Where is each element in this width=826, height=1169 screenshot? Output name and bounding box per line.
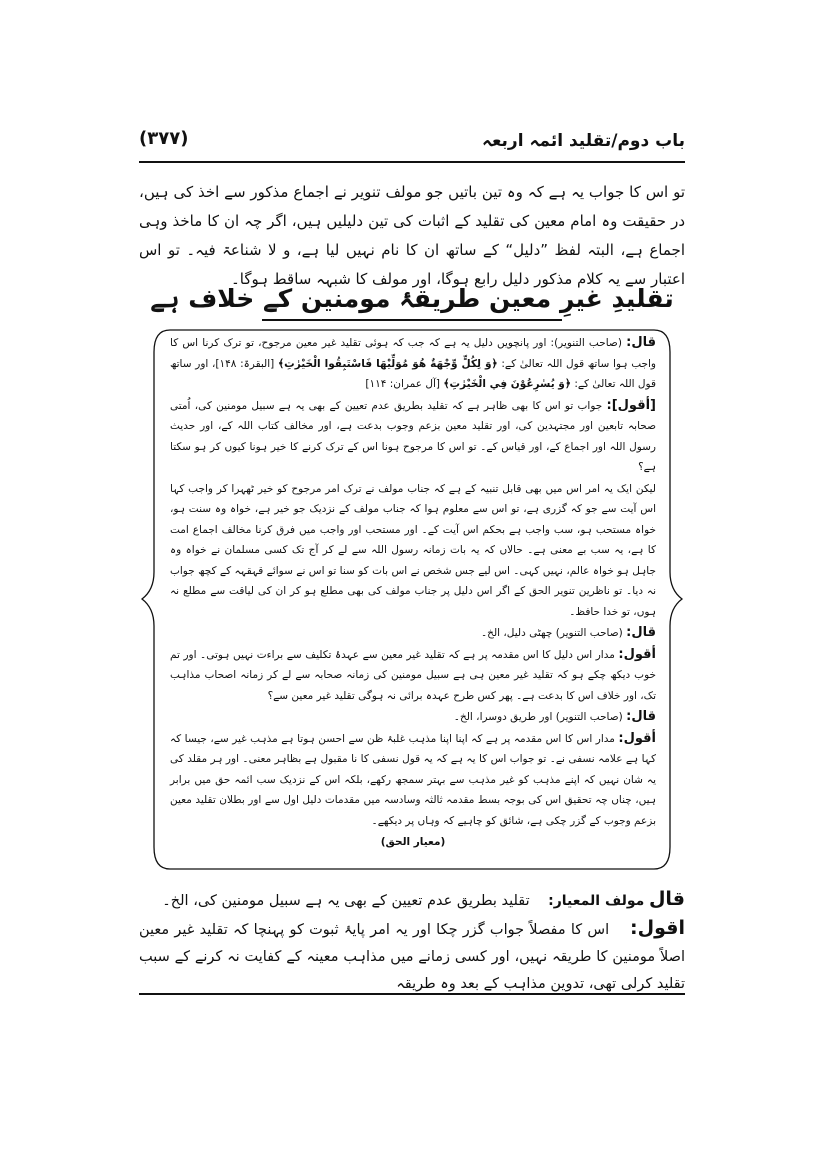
source-signature: (معیار الحق) xyxy=(380,836,446,848)
box-paragraph-1 xyxy=(170,333,656,395)
author-label: مولف المعیار: xyxy=(548,893,645,909)
footer-rule xyxy=(139,993,685,995)
box-paragraph-7 xyxy=(170,729,656,832)
box-paragraph-6 xyxy=(170,707,656,728)
qal-keyword: قال: xyxy=(626,709,656,724)
page-number: (۳۷۷) xyxy=(139,128,189,149)
box-p7-text: مدار اس کا اس مقدمہ پر ہے کہ اپنا اپنا مذہب غلبۂ ظن سے احسن ہوتا ہے مذہب غیر سے، جیسا کہ کہا ہے علامہ نسفی نے۔ تو جواب اس کا یہ ہے کہ یہ قول نسفی کا نا مقبول ہے بظاہر معنی۔ اور ہر مقلد کی یہ شان نہیں کہ اپنے مذہب کو غیر مذہب سے بہتر سمجھ رکھے، بلکہ اس کے نزدیک سب ائمہ حق میں برابر ہیں، چناں چہ تحقیق اس کی بوجہ بسط مقدمہ ثالثہ وسادسہ میں مقدمات دلیل اول سے اور بطلان تقلید معین بزعم وجوب کے گزر چکی ہے، شائق کو چاہیے کہ وہاں پر دیکھے۔ xyxy=(170,732,656,827)
aqul-keyword: أقول: xyxy=(618,730,657,746)
aqul-keyword: اقول: xyxy=(630,917,685,939)
box-p6-text: (صاحب التنویر) اور طریق دوسرا، الخ۔ xyxy=(453,711,623,723)
aqul-keyword: أقول: xyxy=(618,646,656,662)
box-paragraph-2 xyxy=(170,396,656,478)
box-p5-text: مدار اس دلیل کا اس مقدمہ پر ہے کہ تقلید غیر معین سے عہدۂ تکلیف سے براءت نہیں ہوتی۔ اور تم خوب دیکھ چکے ہو کہ تقلید غیر معین ہی ہے سبیل مومنین کی زمانہ صحابہ سے لے کر زمانہ اصحاب مذاہب تک، اور خلاف اس کا بدعت ہے۔ پھر کس طرح عہدہ برائی نہ ہوگی تقلید غیر معین سے؟ xyxy=(170,648,656,702)
intro-paragraph: تو اس کا جواب یہ ہے کہ وہ تین باتیں جو مولف تنویر نے اجماع مذکور سے اخذ کی ہیں، در حقیقت وہ امام معین کی تقلید کے اثبات کی تین دلیلیں ہیں، اگر چہ ان کا ماخذ وہی اجماع ہے، البتہ لفظ ”دلیل“ کے ساتھ ان کا نام نہیں لیا ہے، و لا شناعۃ فیہ۔ تو اس اعتبار سے یہ کلام مذکور دلیل رابع ہوگا، اور مولف کا شبہہ ساقط ہوگا۔ xyxy=(139,183,685,288)
closing-question-text: تقلید بطریق عدم تعیین کے بھی یہ ہے سبیل مومنین کی، الخ۔ xyxy=(162,893,530,909)
closing-answer-text: اس کا مفصلاً جواب گزر چکا اور یہ امر پایۂ ثبوت کو پہنچا کہ تقلید غیر معین اصلاً مومنین کا طریقہ نہیں، اور کسی زمانے میں مذاہب معینہ کے کفایت نہ کرنے کے سبب تقلید کرلی تھی، تدوین مذاہب کے بعد وہ طریقہ xyxy=(139,922,685,992)
box-p1-text: (صاحب التنویر): اور پانچویں دلیل یہ ہے کہ جب کہ ہوئی تقلید غیر معین مرجوح، تو ترک کرنا اس کا واجب ہوا ساتھ قول اللہ تعالیٰ کے: xyxy=(170,337,657,370)
chapter-title: باب دوم/تقلید ائمہ اربعہ xyxy=(481,131,685,151)
box-paragraph-5 xyxy=(170,645,656,707)
qal-keyword: قال xyxy=(648,888,685,910)
box-p2-text: جواب تو اس کا بھی ظاہر ہے کہ تقلید بطریق عدم تعیین کے بھی یہ ہے سبیل مومنین کی، اُمتی صحابہ تابعین اور مجتہدین کی، اور تقلید معین بزعم وجوب بدعت ہے، اور مخالف کتاب اللہ کے، اور حدیث رسول اللہ اور اجماع کے، اور قیاس کے۔ تو اس کا مرجوح ہونا اس کے ترک کرنے کا خیر ہونا کیوں کر ہو سکتا ہے؟ xyxy=(170,399,656,473)
box-paragraph-4 xyxy=(170,623,656,644)
page-header xyxy=(139,126,685,160)
verse-2: ﴿وَ يُسٰرِعُوْنَ فِي الْخَيْرٰتِ﴾ xyxy=(443,378,571,390)
closing-question xyxy=(139,886,685,915)
box-paragraph-3: لیکن ایک یہ امر اس میں بھی قابل تنبیہ کے ہے کہ جناب مولف نے ترک امر مرجوح کو خیر ٹھہرا کر واجب کہا اس آیت سے جو کہ گزری ہے، تو اس سے معلوم ہوا کہ جناب مولف کے نزدیک جو خیر ہے، خواہ وہ سنت ہو، خواہ مستحب ہو، سب واجب ہے بحکم اس آیت کے۔ اور مستحب اور واجب میں فرق کرنا مخالف اجماع امت کا ہے، یہ سب بے معنی ہے۔ حالاں کہ یہ بات زمانہ رسول اللہ سے لے کر آج تک کسی مسلمان نے خواہ وہ جاہل ہو خواہ عالم، نہیں کہی۔ اس لیے جس شخص نے اس بات کو سنا تو اس نے سوائے قہقہہ کے کچھ جواب نہ دیا۔ تو ناظرین تنویر الحق کے اگر اس دلیل پر جناب مولف کی بھی مطلع ہو کر ان کی لیاقت سے مطلع نہ ہوں، تو خدا حافظ۔ xyxy=(170,482,656,618)
header-rule xyxy=(139,161,685,163)
closing-section xyxy=(139,886,685,998)
heading-underline xyxy=(262,319,562,321)
verse-1: ﴿وَ لِكُلٍّ وِّجْهَةٌ هُوَ مُوَلِّيْهَا فَاسْتَبِقُوا الْخَيْرٰتِ﴾ xyxy=(277,357,498,370)
closing-answer xyxy=(139,915,685,998)
verse-1-ref: [البقرۃ: ۱۴۸]، اور ساتھ قول اللہ تعالیٰ کے: xyxy=(170,357,656,390)
quote-box xyxy=(170,333,656,873)
aqul-keyword: [أقول]: xyxy=(606,397,656,413)
qal-keyword: قال: xyxy=(626,625,656,640)
qal-keyword: قال: xyxy=(626,335,656,350)
verse-2-ref: [آل عمران: ۱۱۴] xyxy=(365,378,440,390)
section-heading: تقلیدِ غیرِ معین طریقۂ مومنین کے خلاف ہے xyxy=(150,284,674,313)
box-p4-text: (صاحب التنویر) چھٹی دلیل، الخ۔ xyxy=(481,627,623,639)
